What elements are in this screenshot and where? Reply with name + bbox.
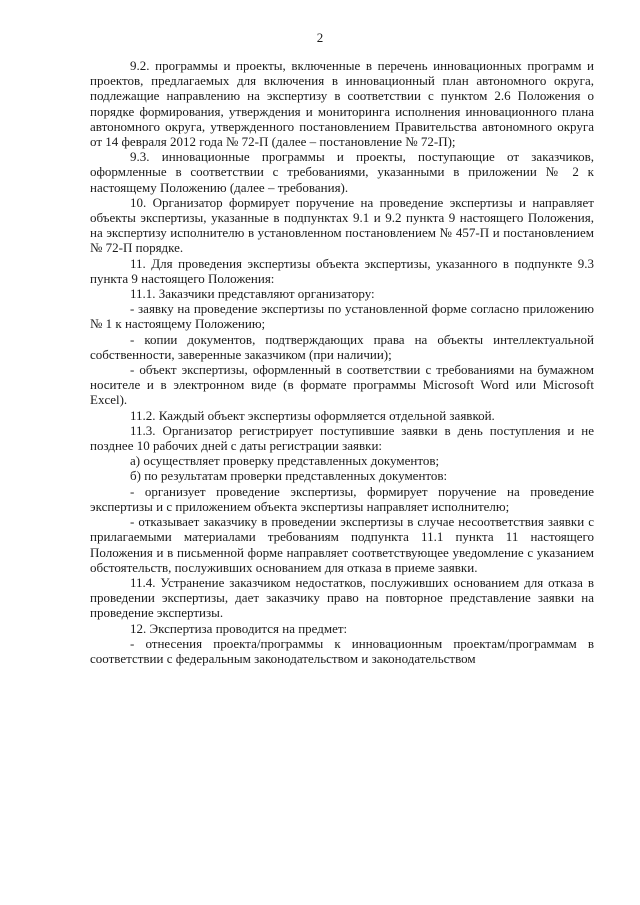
document-body [90, 58, 594, 666]
paragraph-12: 12. Экспертиза проводится на предмет: [130, 620, 348, 636]
list-item-b: б) по результатам проверки представленных документов: [130, 468, 448, 484]
paragraph-11-4: 11.4. Устранение заказчиком недостатков, послуживших основанием для отказа в проведении экспертизы, дает заказчику право на повторное представление заявки на проведение экспертизы. [90, 574, 594, 621]
paragraph-11-3: 11.3. Организатор регистрирует поступившие заявки в день поступления и не позднее 10 рабочих дней с даты регистрации заявки: [90, 422, 594, 454]
paragraph-9-3: 9.3. инновационные программы и проекты, поступающие от заказчиков, оформленные в соответствии с требованиями, указанными в приложении № 2 к настоящему Положению (далее – требования). [90, 149, 594, 195]
paragraph-10: 10. Организатор формирует поручение на проведение экспертизы и направляет объекты экспертизы, указанные в подпунктах 9.1 и 9.2 пункта 9 настоящего Положения, на экспертизу исполнителю в установленном постановлением № 457-П и постановлением № 72-П порядке. [90, 194, 594, 256]
page-number: 2 [316, 30, 324, 45]
list-item-copies: - копии документов, подтверждающих права на объекты интеллектуальной собственности, заверенные заказчиком (при наличии); [90, 331, 594, 362]
list-item-refuses: - отказывает заказчику в проведении экспертизы в случае несоответствия заявки с прилагаемыми материалами требованиям подпункта 11.1 пункта 11 настоящего Положения и в письменной форме направляет соответствующее уведомление с указанием обстоятельств, послуживших основанием для отказа в приеме заявки. [90, 514, 594, 575]
list-item-object: - объект экспертизы, оформленный в соответствии с требованиями на бумажном носителе и в электронном виде (в формате программы Microsoft Word или Microsoft Excel). [90, 362, 594, 408]
list-item-organizes: - организует проведение экспертизы, формирует поручение на проведение экспертизы и с приложением объекта экспертизы направляет исполнителю; [90, 483, 594, 514]
paragraph-11-1: 11.1. Заказчики представляют организатору: [130, 286, 375, 302]
list-item-a: а) осуществляет проверку представленных документов; [130, 453, 440, 469]
paragraph-9-2: 9.2. программы и проекты, включенные в перечень инновационных программ и проектов, предлагаемых для включения в инновационный план автономного округа, подлежащие направлению на экспертизу в соответствии с пунктом 2.6 Положения о порядке формирования, утверждения и мониторинга исполнения инновационного плана автономного округа, утвержденного постановлением Правительства автономного округа от 14 февраля 2012 года № 72-П (далее – постановление № 72-П); [90, 58, 594, 150]
list-item-application: - заявку на проведение экспертизы по установленной форме согласно приложению № 1 к настоящему Положению; [90, 301, 594, 332]
paragraph-11-2: 11.2. Каждый объект экспертизы оформляется отдельной заявкой. [130, 407, 495, 423]
paragraph-11: 11. Для проведения экспертизы объекта экспертизы, указанного в подпункте 9.3 пункта 9 настоящего Положения: [90, 255, 594, 286]
list-item-classification: - отнесения проекта/программы к инновационным проектам/программам в соответствии с федеральным законодательством и законодательством [90, 635, 594, 666]
